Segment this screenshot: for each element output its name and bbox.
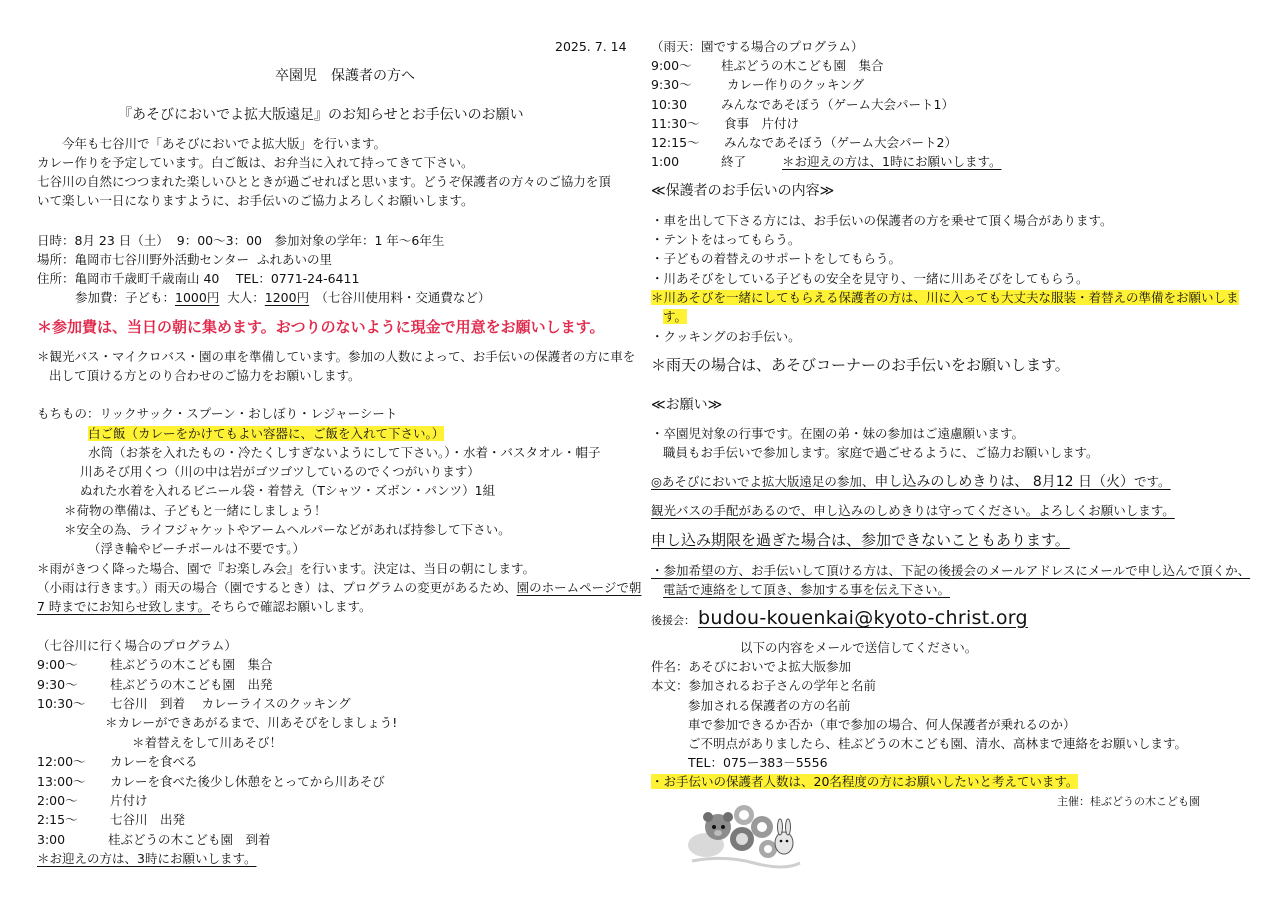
contact-tel: TEL：075ー383－5556 <box>688 755 828 770</box>
homepage-link-cont[interactable]: 7 時までにお知らせ致します。 <box>37 599 211 614</box>
email-link[interactable]: budou-kouenkai@kyoto-christ.org <box>698 607 1028 629</box>
request-title: ≪お願い≫ <box>651 397 723 413</box>
organizer: 主催：桂ぶどうの木こども園 <box>1057 795 1200 808</box>
items-rice-highlight: 白ご飯（カレーをかけてもよい容器に、ご飯を入れて下さい。） <box>88 426 445 441</box>
page-title: 『あそびにおいでよ拡大版遠足』のお知らせとお手伝いのお願い <box>118 107 524 123</box>
help-rain-note: ＊雨天の場合は、あそびコーナーのお手伝いをお願いします。 <box>651 356 1070 374</box>
bus-deadline-note: 観光バスの手配があるので、申し込みのしめきりは守ってください。よろしくお願いします。 <box>651 503 1175 518</box>
fee-line: 参加費：子ども：1000円 大人：1200円 （七谷川使用料・交通費など） <box>75 290 491 305</box>
email-label: 後援会： <box>651 614 695 627</box>
fee-child: 1000円 <box>175 290 220 305</box>
river-program-title: （七谷川に行く場合のプログラム） <box>37 638 237 653</box>
email-body-label: 本文：参加されるお子さんの学年と名前 <box>651 678 877 693</box>
fee-notice: ＊参加費は、当日の朝に集めます。おつりのないように現金で用意をお願いします。 <box>37 318 605 336</box>
helper-count-highlight: ・お手伝いの保護者人数は、20名程度の方にお願いしたいと考えています。 <box>651 774 1079 789</box>
help-title: ≪保護者のお手伝いの内容≫ <box>651 183 835 199</box>
homepage-link[interactable]: 園のホームページで朝 <box>516 580 642 595</box>
deadline-date: 申し込みのしめきりは、 8月12 日（火） <box>874 474 1135 490</box>
document-date: 2025. 7. 14 <box>555 39 627 54</box>
email-subject: 件名：あそびにおいでよ拡大版参加 <box>651 659 852 674</box>
river-pickup-note: ＊お迎えの方は、3時にお願いします。 <box>37 851 257 866</box>
recipient-heading: 卒園児 保護者の方へ <box>275 68 415 84</box>
kids-illustration-logo <box>684 797 804 871</box>
late-notice: 申し込み期限を過ぎた場合は、参加できないこともあります。 <box>651 531 1070 549</box>
fee-adult: 1200円 <box>264 290 310 305</box>
deadline-line: ◎あそびにおいでよ拡大版遠足の参加、申し込みのしめきりは、 8月12 日（火）です。 <box>651 474 1171 490</box>
rain-program-title: （雨天：園でする場合のプログラム） <box>651 39 864 54</box>
rain-pickup-note: ＊お迎えの方は、1時にお願いします。 <box>782 154 1002 169</box>
help-clothes-highlight: ＊川あそびを一緒にしてもらえる保護者の方は、川に入っても大丈夫な服装・着替えの準備をお願いしま <box>651 290 1239 305</box>
